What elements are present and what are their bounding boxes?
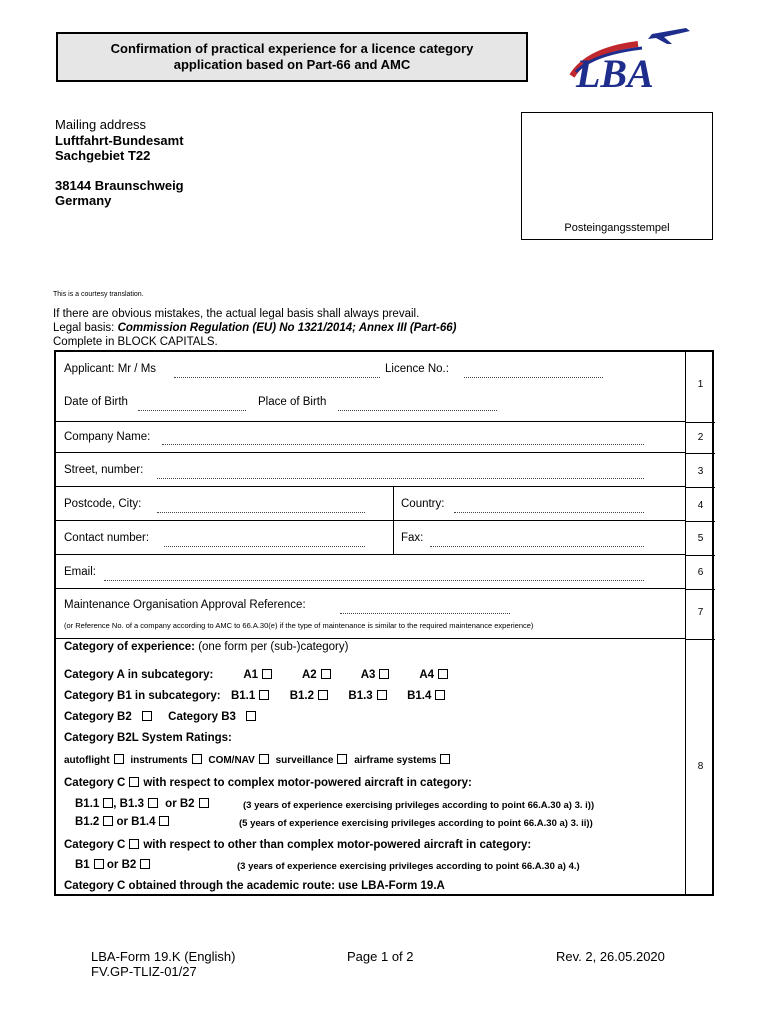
row-email (56, 555, 685, 589)
autoflight-checkbox[interactable] (114, 754, 124, 764)
row-number: 2 (697, 432, 704, 443)
pob-label: Place of Birth (258, 396, 327, 408)
street-label: Street, number: (64, 464, 144, 476)
row-number: 3 (697, 466, 704, 477)
address-line3: 38144 Braunschweig (55, 177, 184, 193)
block-capitals-note: Complete in BLOCK CAPITALS. (53, 336, 218, 348)
row-number-column (685, 352, 714, 894)
form-title-box (56, 32, 528, 82)
a1-checkbox[interactable] (262, 669, 272, 679)
address-line4: Germany (55, 193, 112, 208)
applicant-label: Applicant: Mr / Ms (64, 363, 157, 375)
legal-reference: Commission Regulation (EU) No 1321/2014; Annex III (Part-66) (117, 322, 457, 334)
surveillance-checkbox[interactable] (337, 754, 347, 764)
licence-input[interactable] (464, 377, 603, 378)
b3-checkbox[interactable] (246, 711, 256, 721)
c2-note: (5 years of experience exercising privileges according to point 66.A.30 a) 3. ii)) (239, 818, 593, 829)
row-contact (56, 521, 685, 555)
row-number: 7 (697, 607, 704, 618)
intro-notes (53, 307, 456, 349)
row-postcode (56, 487, 685, 521)
b1-3-checkbox[interactable] (377, 690, 387, 700)
mor-label: Maintenance Organisation Approval Reference: (64, 599, 306, 611)
footer-form-id: LBA-Form 19.K (English) FV.GP-TLIZ-01/27 (91, 949, 236, 979)
c1-note: (3 years of experience exercising privileges according to point 66.A.30 a) 3. i)) (243, 800, 595, 811)
mor-note: (or Reference No. of a company according to AMC to 66.A.30(e) if the type of maintenance is similar to the required maintenance experience) (64, 621, 534, 630)
c-b1-4-checkbox[interactable] (159, 816, 169, 826)
postcode-label: Postcode, City: (64, 498, 142, 510)
c3-note: (3 years of experience exercising privileges according to point 66.A.30 a) 4.) (237, 861, 580, 872)
address-line1: Luftfahrt-Bundesamt (55, 132, 184, 148)
postcode-input[interactable] (157, 512, 365, 513)
category-a-row: Category A in subcategory: A1 A2 A3 A4 (64, 669, 452, 681)
courtesy-note: This is a courtesy translation. (53, 291, 144, 298)
a2-checkbox[interactable] (321, 669, 331, 679)
row-number: 4 (697, 500, 704, 511)
row-number: 5 (697, 533, 704, 544)
c-b1-checkbox[interactable] (94, 859, 104, 869)
b2l-heading: Category B2L System Ratings: (64, 732, 232, 744)
address-line2: Sachgebiet T22 (55, 148, 151, 163)
c-other-b2-checkbox[interactable] (140, 859, 150, 869)
pob-input[interactable] (338, 410, 497, 411)
row-applicant (56, 352, 685, 422)
academic-route-note: Category C obtained through the academic route: use LBA-Form 19.A (64, 880, 445, 892)
footer-page: Page 1 of 2 (347, 949, 414, 964)
legal-basis: Legal basis: Commission Regulation (EU) No 1321/2014; Annex III (Part-66) (53, 322, 457, 334)
fax-label: Fax: (401, 532, 424, 544)
b1-2-checkbox[interactable] (318, 690, 328, 700)
footer-revision: Rev. 2, 26.05.2020 (556, 949, 665, 964)
a4-checkbox[interactable] (438, 669, 448, 679)
form-title-line2: application based on Part-66 and AMC (173, 57, 411, 72)
c-other-checkbox[interactable] (129, 839, 139, 849)
mistakes-note: If there are obvious mistakes, the actual legal basis shall always prevail. (53, 308, 420, 320)
b2l-options-row: autoflight instruments COM/NAV surveillance airframe systems (64, 754, 454, 766)
licence-label: Licence No.: (385, 363, 449, 375)
dob-input[interactable] (138, 410, 246, 411)
row-street (56, 453, 685, 487)
street-input[interactable] (157, 478, 644, 479)
fax-input[interactable] (430, 546, 644, 547)
category-heading: Category of experience: (one form per (sub-)category) (64, 641, 349, 653)
airplane-icon (648, 28, 690, 44)
b2-checkbox[interactable] (142, 711, 152, 721)
mor-input[interactable] (340, 613, 510, 614)
company-label: Company Name: (64, 431, 151, 443)
a3-checkbox[interactable] (379, 669, 389, 679)
row-categories (56, 639, 685, 894)
stamp-box (521, 112, 713, 240)
c-b1-2-checkbox[interactable] (103, 816, 113, 826)
category-c-other-row: Category C with respect to other than complex motor-powered aircraft in category: (64, 839, 532, 851)
category-b1-row: Category B1 in subcategory: B1.1 B1.2 B1.3 B1.4 (64, 690, 449, 702)
c-complex-option-2: B1.2 or B1.4 (75, 816, 173, 828)
com-nav-checkbox[interactable] (259, 754, 269, 764)
address-label: Mailing address (55, 117, 147, 132)
c-b1-1-checkbox[interactable] (103, 798, 113, 808)
category-c-complex-row: Category C with respect to complex motor-powered aircraft in category: (64, 777, 472, 789)
applicant-input[interactable] (174, 377, 380, 378)
email-input[interactable] (104, 580, 644, 581)
mailing-address (55, 117, 184, 209)
c-complex-option-1: B1.1 , B1.3 or B2 (75, 798, 213, 810)
row-number: 6 (697, 567, 704, 578)
country-input[interactable] (454, 512, 644, 513)
instruments-checkbox[interactable] (192, 754, 202, 764)
contact-label: Contact number: (64, 532, 150, 544)
c-b1-3-checkbox[interactable] (148, 798, 158, 808)
row-number: 1 (697, 379, 704, 390)
row-company (56, 422, 685, 453)
b1-4-checkbox[interactable] (435, 690, 445, 700)
row-number: 8 (697, 761, 704, 772)
contact-input[interactable] (164, 546, 365, 547)
lba-logo (568, 24, 692, 94)
c-b2-checkbox[interactable] (199, 798, 209, 808)
application-form (54, 350, 714, 896)
row-mor (56, 589, 685, 639)
logo-text: LBA (576, 51, 654, 94)
form-title-line1: Confirmation of practical experience for a licence category (110, 41, 474, 56)
c-other-option: B1 or B2 (75, 859, 154, 871)
company-input[interactable] (162, 444, 644, 445)
airframe-systems-checkbox[interactable] (440, 754, 450, 764)
c-complex-checkbox[interactable] (129, 777, 139, 787)
email-label: Email: (64, 566, 96, 578)
category-b2-b3-row: Category B2 Category B3 (64, 711, 260, 723)
dob-label: Date of Birth (64, 396, 128, 408)
b1-1-checkbox[interactable] (259, 690, 269, 700)
footer-form-code: FV.GP-TLIZ-01/27 (91, 964, 197, 979)
stamp-label: Posteingangsstempel (564, 222, 670, 234)
country-label: Country: (401, 498, 445, 510)
